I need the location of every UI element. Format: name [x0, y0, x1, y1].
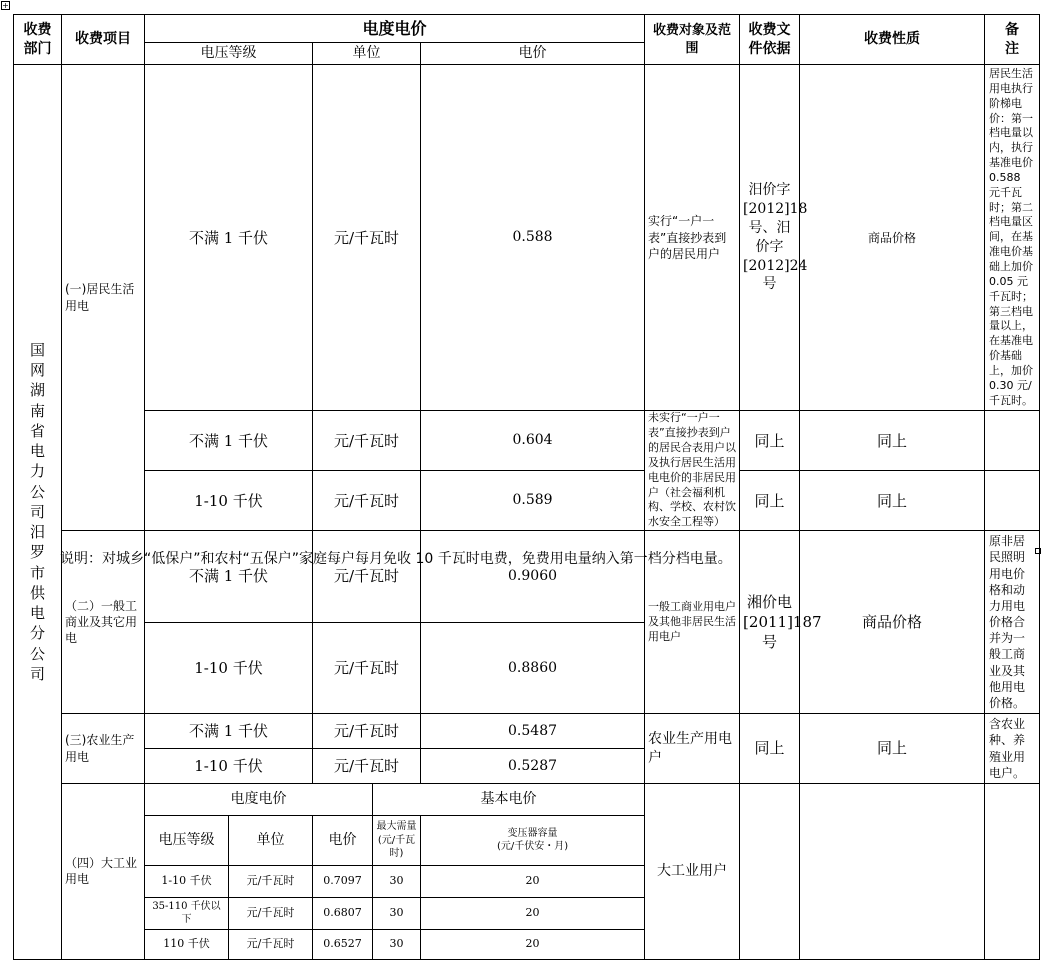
- demand-cell: 30: [373, 897, 421, 929]
- header-dept: 收费部门: [14, 15, 62, 65]
- capacity-cell: 20: [421, 897, 645, 929]
- basis-cell: 湘价电[2011]187 号: [740, 531, 800, 714]
- price-cell: 0.5487: [421, 714, 645, 749]
- category-commercial: （二）一般工商业及其它用电: [62, 531, 145, 714]
- voltage-cell: 不满 1 千伏: [145, 531, 313, 623]
- capacity-cell: 20: [421, 865, 645, 897]
- remark-cell: 含农业种、养殖业用电户。: [985, 714, 1040, 784]
- company-name-char: 罗: [29, 543, 45, 562]
- basis-cell: [740, 783, 800, 959]
- remark-cell: 原非居民照明用电价格和动力用电价格合并为一般工商业及其他用电价格。: [985, 531, 1040, 714]
- company-name-char: 汨: [29, 523, 45, 542]
- voltage-cell: 110 千伏: [145, 929, 229, 959]
- remark-cell: [985, 411, 1040, 471]
- header-item: 收费项目: [62, 15, 145, 65]
- voltage-cell: 1-10 千伏: [145, 471, 313, 531]
- voltage-cell: 35-110 千伏以下: [145, 897, 229, 929]
- scope-cell: 一般工商业用电户及其他非居民生活用电户: [645, 531, 740, 714]
- remark-cell: [985, 471, 1040, 531]
- nature-cell: 同上: [800, 714, 985, 784]
- voltage-cell: 不满 1 千伏: [145, 65, 313, 411]
- capacity-cell: 20: [421, 929, 645, 959]
- category-residential: (一)居民生活用电: [62, 65, 145, 531]
- price-cell: 0.7097: [313, 865, 373, 897]
- voltage-cell: 1-10 千伏: [145, 622, 313, 714]
- unit-cell: 元/千瓦时: [313, 714, 421, 749]
- company-name-char: 分: [29, 624, 45, 643]
- unit-cell: 元/千瓦时: [229, 897, 313, 929]
- demand-cell: 30: [373, 929, 421, 959]
- voltage-cell: 1-10 千伏: [145, 865, 229, 897]
- unit-cell: 元/千瓦时: [313, 471, 421, 531]
- header-scope: 收费对象及范围: [645, 15, 740, 65]
- company-name-char: 司: [29, 502, 45, 521]
- price-cell: 0.6807: [313, 897, 373, 929]
- company-name-char: 公: [29, 482, 45, 501]
- company-name-char: 网: [29, 361, 45, 380]
- company-name-char: 国: [29, 340, 45, 359]
- header-price-group: 电度电价: [145, 15, 645, 43]
- company-name-char: 电: [29, 604, 45, 623]
- voltage-cell: 不满 1 千伏: [145, 411, 313, 471]
- unit-cell: 元/千瓦时: [313, 411, 421, 471]
- electricity-fee-table: [13, 14, 1048, 960]
- capacity-label: 变压器容量: [507, 827, 558, 839]
- header-nature: 收费性质: [800, 15, 985, 65]
- nature-cell: 同上: [800, 471, 985, 531]
- company-name-char: 司: [29, 664, 45, 683]
- company-name-char: 市: [29, 563, 45, 582]
- price-cell: 0.589: [421, 471, 645, 531]
- industry-capacity-header: [421, 815, 645, 865]
- scope-cell: 农业生产用电户: [645, 714, 740, 784]
- price-cell: 0.604: [421, 411, 645, 471]
- header-basis: 收费文件依据: [740, 15, 800, 65]
- company-name-char: 公: [29, 644, 45, 663]
- unit-cell: 元/千瓦时: [229, 865, 313, 897]
- industry-base-group: 基本电价: [373, 783, 645, 815]
- unit-cell: 元/千瓦时: [313, 531, 421, 623]
- price-cell: 0.588: [421, 65, 645, 411]
- unit-cell: 元/千瓦时: [313, 622, 421, 714]
- nature-cell: [800, 783, 985, 959]
- demand-label: 最大需量: [376, 821, 417, 833]
- header-remark: 备 注: [985, 15, 1040, 65]
- company-name-char: 电: [29, 442, 45, 461]
- unit-cell: 元/千瓦时: [313, 749, 421, 784]
- nature-cell: 商品价格: [800, 531, 985, 714]
- header-voltage: 电压等级: [145, 43, 313, 65]
- remark-cell: [985, 783, 1040, 959]
- company-name-char: 力: [29, 462, 45, 481]
- company-name-char: 湖: [29, 381, 45, 400]
- voltage-cell: 1-10 千伏: [145, 749, 313, 784]
- scope-cell: 未实行“一户一表”直接抄表到户的居民合表用户以及执行居民生活用电电价的非居民用户（社会福利机构、学校、农村饮水安全工程等）: [645, 411, 740, 531]
- scope-cell: 大工业用户: [645, 783, 740, 959]
- basis-cell: 同上: [740, 714, 800, 784]
- demand-cell: 30: [373, 865, 421, 897]
- company-name-char: 省: [29, 421, 45, 440]
- industry-demand-header: [373, 815, 421, 865]
- remark-cell: 居民生活用电执行阶梯电价：第一档电量以内，执行基准电价0.588 元千瓦时；第二档电量区间，在基准电价基础上加价 0.05 元千瓦时；第三档电量以上，在基准电价基础上，加价 0.30 元/千瓦时。: [985, 65, 1040, 411]
- price-cell: 0.5287: [421, 749, 645, 784]
- price-cell: 0.6527: [313, 929, 373, 959]
- company-name: [14, 65, 62, 960]
- header-unit: 单位: [313, 43, 421, 65]
- basis-cell: 同上: [740, 471, 800, 531]
- voltage-cell: 不满 1 千伏: [145, 714, 313, 749]
- basis-cell: 汨价字[2012]18 号、汨价字[2012]24 号: [740, 65, 800, 411]
- nature-cell: 同上: [800, 411, 985, 471]
- industry-price-group: 电度电价: [145, 783, 373, 815]
- category-industry: （四）大工业用电: [62, 783, 145, 959]
- header-price: 电价: [421, 43, 645, 65]
- industry-price-header: 电价: [313, 815, 373, 865]
- table-move-handle-icon[interactable]: +: [2, 1, 9, 10]
- basis-cell: 同上: [740, 411, 800, 471]
- footnote: 说明：对城乡“低保户”和农村“五保户”家庭每户每月免收 10 千瓦时电费，免费用电量纳入第一档分档电量。: [60, 551, 732, 567]
- scope-cell: 实行“一户一表”直接抄表到户的居民用户: [645, 65, 740, 411]
- demand-unit: (元/千瓦时): [377, 834, 416, 860]
- unit-cell: 元/千瓦时: [229, 929, 313, 959]
- capacity-unit: (元/千伏安・月): [496, 841, 569, 853]
- nature-cell: 商品价格: [800, 65, 985, 411]
- industry-voltage-header: 电压等级: [145, 815, 229, 865]
- price-cell: 0.8860: [421, 622, 645, 714]
- company-name-char: 供: [29, 583, 45, 602]
- price-cell: 0.9060: [421, 531, 645, 623]
- unit-cell: 元/千瓦时: [313, 65, 421, 411]
- company-name-vertical: [17, 340, 58, 684]
- industry-unit-header: 单位: [229, 815, 313, 865]
- category-agriculture: (三)农业生产用电: [62, 714, 145, 784]
- company-name-char: 南: [29, 401, 45, 420]
